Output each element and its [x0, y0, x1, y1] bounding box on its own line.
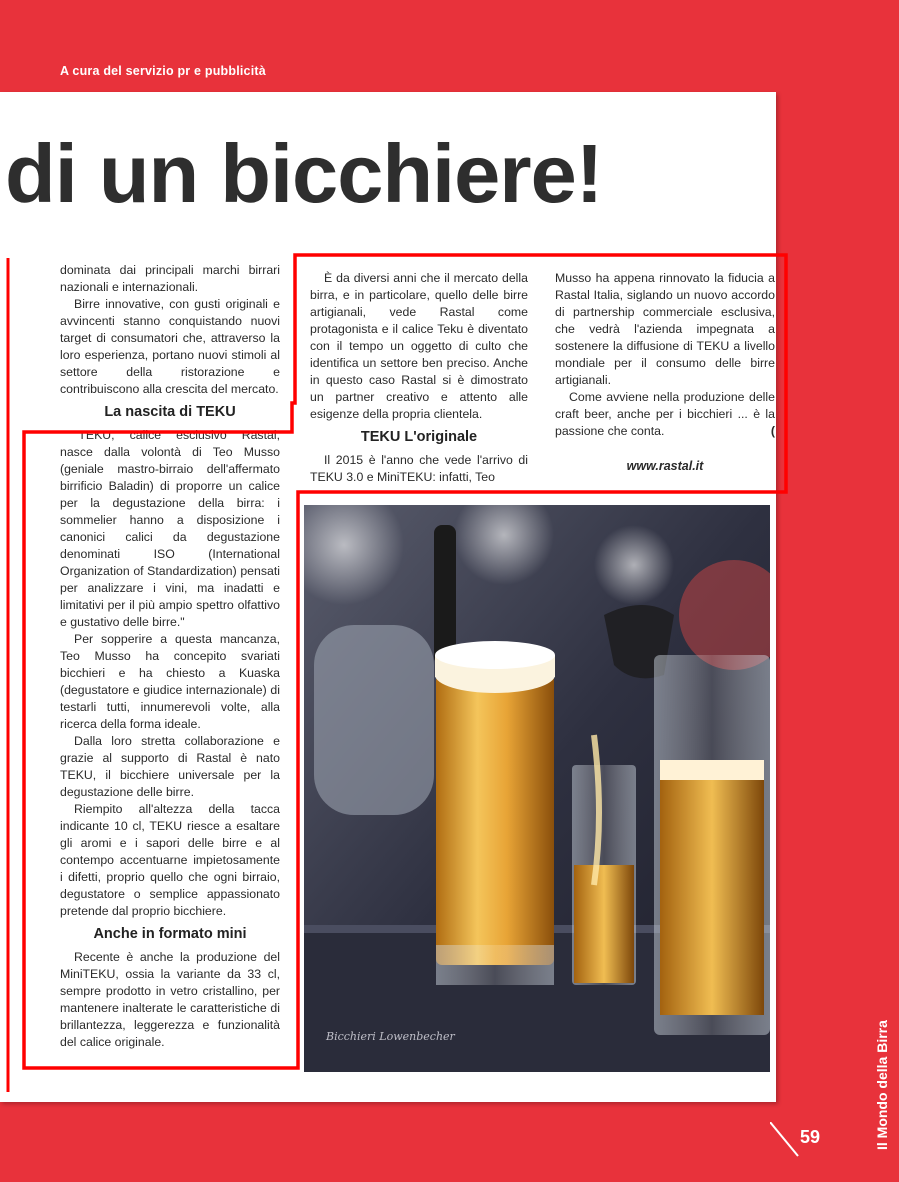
page-number: 59: [800, 1127, 821, 1147]
headline: di un bicchiere!: [5, 127, 603, 220]
section-sidebar-label: Il Mondo della Birra: [874, 1020, 890, 1150]
article-column-2: [310, 270, 528, 486]
section-header: A cura del servizio pr e pubblicità: [60, 64, 266, 78]
paragraph: dominata dai principali marchi birrari nazionali e internazionali.: [60, 263, 280, 294]
paragraph: "TEKU, calice esclusivo Rastal, nasce dalla volontà di Teo Musso (geniale mastro-birraio dell'affermato birrificio Baladin) di proporre un calice per la degustazione della birra: i sommelier hanno a disposizione i canonici calici da degustazione denominati ISO (International Organization of Standardization) pensati per analizzare i vini, ma inadatti e limitativi per il più ampio spettro olfattivo e gustativo delle birre.": [60, 428, 280, 629]
paragraph-text: Come avviene nella produzione delle craft beer, anche per i bicchieri ... è la passione che conta.: [555, 390, 775, 438]
paragraph: Riempito all'altezza della tacca indicante 10 cl, TEKU riesce a esaltare gli aromi e i sapori delle birre e al contempo accentuarne impietosamente i difetti, proprio quello che ogni birraio, degustatore o semplice appassionato pretende dal proprio bicchiere.: [60, 802, 280, 918]
paragraph: [555, 389, 775, 440]
paragraph: Musso ha appena rinnovato la fiducia a Rastal Italia, siglando un nuovo accordo di partnership commerciale esclusiva, che vedrà l'azienda impegnata a sostenere la diffusione di TEKU a livello mondiale per il consumo delle birre artigianali.: [555, 271, 775, 387]
paragraph: Birre innovative, con gusti originali e avvincenti stanno conquistando nuovi target di consumatori che, attraverso la loro esperienza, portano nuovi stimoli al settore della ristorazione e contribuiscono alla crescita del mercato.: [60, 297, 280, 396]
subheading-originale: TEKU L'originale: [360, 429, 478, 445]
paragraph: Il 2015 è l'anno che vede l'arrivo di TEKU 3.0 e MiniTEKU: infatti, Teo: [310, 453, 528, 484]
subheading-nascita: La nascita di TEKU: [104, 404, 236, 420]
photo-caption: Bicchieri Lowenbecher: [326, 1030, 455, 1043]
subheading-mini: Anche in formato mini: [93, 926, 247, 942]
beer-glasses-photo: [304, 505, 770, 1072]
website-link[interactable]: www.rastal.it: [626, 459, 704, 473]
paragraph: Dalla loro stretta collaborazione e grazie al supporto di Rastal è nato TEKU, il bicchiere universale per la degustazione delle birre.: [60, 734, 280, 799]
end-mark: (: [770, 424, 775, 438]
article-column-1: [60, 262, 280, 1051]
beer-glasses-illustration: [304, 505, 770, 1072]
paragraph: È da diversi anni che il mercato della birra, e in particolare, quello delle birre artigianali, vede Rastal come protagonista e il calice Teku è diventato con il tempo un oggetto di culto che identifica un settore ben preciso. Anche in questo caso Rastal si è dimostrato un partner creativo e attento alle esigenze della propria clientela.: [310, 271, 528, 421]
paragraph: Recente è anche la produzione del MiniTEKU, ossia la variante da 33 cl, sempre prodotto in vetro cristallino, per mantenere inalterate le caratteristiche di brillantezza, leggerezza e funzionalità del calice originale.: [60, 950, 280, 1049]
paragraph: Per sopperire a questa mancanza, Teo Musso ha concepito svariati bicchieri e ha chiesto a Kuaska (degustatore e giudice internazionale) di testarli tutti, innumerevoli volte, alla ricerca della forma ideale.: [60, 632, 280, 731]
article-column-3: [555, 270, 775, 475]
